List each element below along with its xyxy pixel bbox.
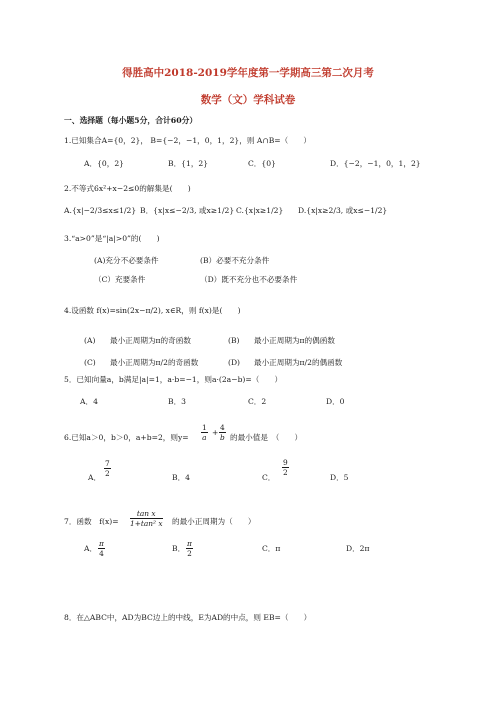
q3-option-a: (A)充分不必要条件	[94, 256, 159, 265]
q2-option-d: D.{x|x≥2/3, 或x≤−1/2}	[298, 206, 388, 215]
question-3-stem: 3.“a>0”是“|a|>0”的( )	[64, 234, 160, 243]
q7-numerator: tan x	[130, 509, 163, 519]
q6-fraction-4-over-b	[219, 423, 226, 442]
q5-option-a: A．4	[80, 397, 98, 406]
q6-option-c: C．	[262, 473, 276, 482]
q5-option-b: B．3	[168, 397, 187, 406]
question-2-stem: 2.不等式6x²+x−2≤0的解集是( )	[64, 184, 191, 193]
q4-option-a: 最小正周期为π的奇函数	[110, 336, 191, 345]
q7-option-a-fraction	[98, 539, 105, 558]
q6-option-a-fraction	[104, 459, 111, 478]
q5-option-c: C．2	[248, 397, 267, 406]
q7-b-denominator: 2	[187, 549, 192, 558]
q6-option-c-fraction	[282, 458, 289, 477]
q2-option-b: B．{x|x≤−2/3, 或x≥1/2}	[140, 206, 235, 215]
question-8-stem: 8．在△ABC中，AD为BC边上的中线，E为AD的中点，则 EB=（ ）	[64, 613, 312, 622]
q4-option-b: 最小正周期为π的偶函数	[254, 336, 335, 345]
exam-title: 得胜高中2018-2019学年度第一学期高三第二次月考	[122, 67, 374, 79]
question-6-stem-prefix: 6.已知a＞0，b＞0，a+b=2，则y=	[64, 433, 189, 442]
q6-fraction-1-over-a	[201, 423, 208, 442]
q4-option-d-label: (D)	[228, 358, 241, 367]
q7-option-a: A．	[84, 544, 98, 553]
q6-frac1-denominator: a	[202, 433, 207, 442]
q6-c-denominator: 2	[283, 468, 288, 477]
q6-a-denominator: 2	[105, 469, 110, 478]
q6-a-numerator: 7	[105, 459, 110, 468]
question-7-stem-suffix: 的最小正周期为（ ）	[172, 517, 256, 526]
q7-a-denominator: 4	[99, 549, 104, 558]
q3-option-b: (B）必要不充分条件	[200, 256, 270, 265]
q4-option-b-label: (B)	[228, 336, 240, 345]
question-6-stem-suffix: 的最小值是 （ ）	[230, 433, 303, 442]
question-5-stem: 5．已知向量a，b满足|a|=1，a·b=−1，则a·(2a−b)=（ ）	[64, 375, 283, 384]
q5-option-d: D．0	[326, 397, 345, 406]
question-4-stem: 4.设函数 f(x)=sin(2x−π/2), x∈R，则 f(x)是( )	[64, 306, 241, 315]
q2-option-a: A.{x|−2/3≤x≤1/2}	[64, 206, 137, 215]
q1-option-a: A．{0，2}	[84, 159, 124, 168]
q7-option-b: B．	[172, 544, 186, 553]
q4-option-d: 最小正周期为π/2的偶函数	[254, 358, 343, 367]
q7-a-numerator: π	[99, 539, 104, 548]
q7-tan-fraction	[130, 509, 163, 528]
q1-option-d: D．{−2，−1，0，1，2}	[330, 159, 421, 168]
q4-option-a-label: (A)	[84, 336, 96, 345]
question-1-stem: 1.已知集合A={0，2}， B={−2，−1，0，1，2}，则 A∩B=（ ）	[64, 136, 312, 145]
q2-option-c: C.{x|x≥1/2}	[236, 206, 284, 215]
q7-denominator: 1+tan² x	[130, 519, 163, 528]
q6-option-b: B．4	[172, 473, 191, 482]
q6-c-numerator: 9	[283, 458, 288, 467]
q6-frac1-numerator: 1	[202, 423, 207, 432]
exam-subtitle: 数学（文）学科试卷	[200, 94, 296, 106]
q6-frac2-numerator: 4	[220, 423, 225, 432]
question-7-stem-prefix: 7．函数 f(x)=	[64, 517, 119, 526]
q7-b-numerator: π	[187, 539, 192, 548]
q6-option-d: D．5	[330, 473, 349, 482]
q4-option-c-label: (C)	[84, 358, 96, 367]
q1-option-c: C．{0}	[248, 159, 276, 168]
q3-option-d: （D）既不充分也不必要条件	[200, 275, 298, 284]
q1-option-b: B．{1，2}	[168, 159, 209, 168]
q3-option-c: （C）充要条件	[94, 275, 146, 284]
q6-frac2-denominator: b	[219, 433, 225, 442]
q4-option-c: 最小正周期为π/2的奇函数	[110, 358, 199, 367]
section-heading: 一、选择题（每小题5分，合计60分）	[64, 116, 198, 125]
q6-plus-sign: +	[212, 428, 219, 437]
q7-option-d: D．2π	[346, 544, 370, 553]
q7-option-b-fraction	[186, 539, 193, 558]
q6-option-a: A．	[88, 473, 102, 482]
q7-option-c: C．π	[262, 544, 281, 553]
